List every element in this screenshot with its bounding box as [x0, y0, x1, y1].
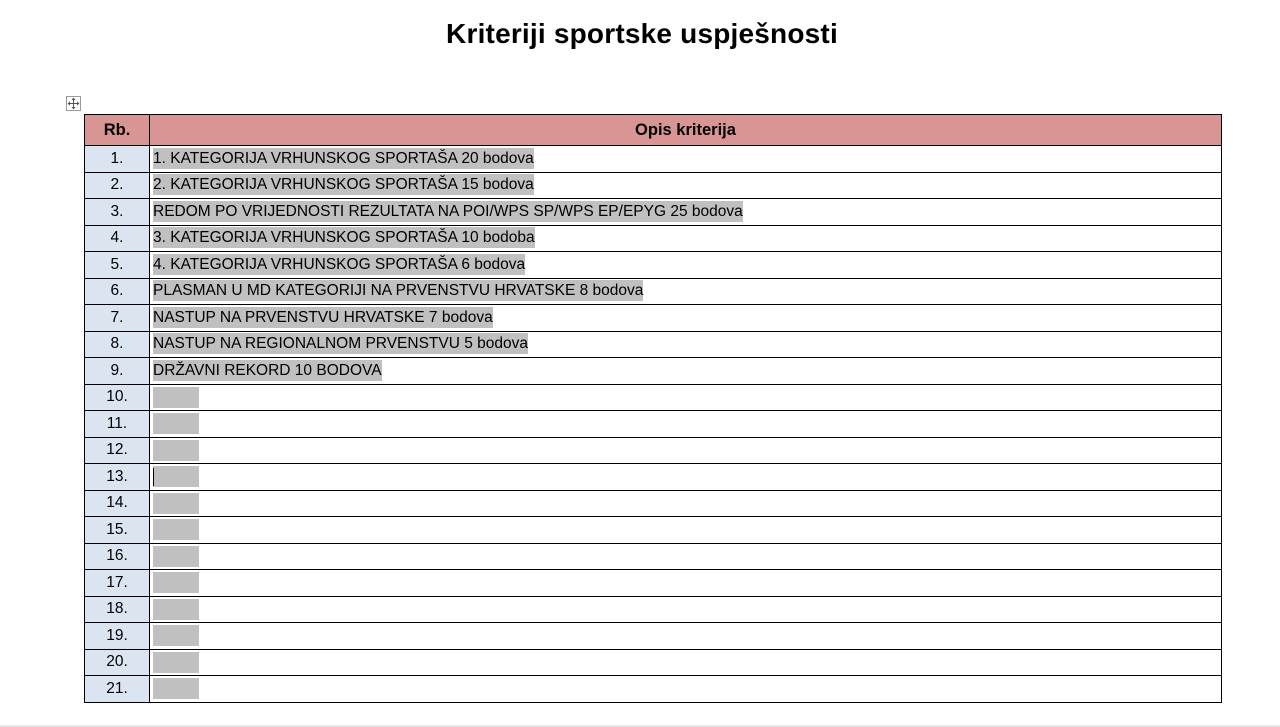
criterion-cell[interactable] — [150, 596, 1222, 623]
table-move-handle[interactable] — [66, 96, 81, 111]
row-number: 8. — [85, 331, 150, 358]
criterion-cell[interactable] — [150, 437, 1222, 464]
criterion-cell[interactable] — [150, 411, 1222, 438]
table-row — [85, 517, 1222, 544]
criterion-cell[interactable] — [150, 331, 1222, 358]
move-arrows-icon — [67, 97, 80, 110]
page-title: Kriteriji sportske uspješnosti — [446, 18, 838, 49]
criterion-text[interactable]: 3. KATEGORIJA VRHUNSKOG SPORTAŠA 10 bodoba — [153, 229, 535, 247]
row-number: 7. — [85, 305, 150, 332]
row-number: 21. — [85, 676, 150, 703]
criterion-text[interactable]: 4. KATEGORIJA VRHUNSKOG SPORTAŠA 6 bodova — [153, 255, 526, 273]
criterion-text[interactable]: 1. KATEGORIJA VRHUNSKOG SPORTAŠA 20 bodova — [153, 149, 534, 167]
empty-form-field[interactable] — [153, 387, 199, 408]
row-number: 17. — [85, 570, 150, 597]
criterion-text[interactable]: NASTUP NA REGIONALNOM PRVENSTVU 5 bodova — [153, 335, 528, 353]
table-row — [85, 676, 1222, 703]
row-number: 13. — [85, 464, 150, 491]
empty-form-field[interactable] — [153, 678, 199, 699]
table-row — [85, 172, 1222, 199]
criterion-text[interactable]: PLASMAN U MD KATEGORIJI NA PRVENSTVU HRVATSKE 8 bodova — [153, 282, 644, 300]
row-number: 3. — [85, 199, 150, 226]
table-row — [85, 331, 1222, 358]
row-number: 20. — [85, 649, 150, 676]
table-row — [85, 490, 1222, 517]
row-number: 16. — [85, 543, 150, 570]
row-number: 4. — [85, 225, 150, 252]
criterion-cell[interactable] — [150, 199, 1222, 226]
table-row — [85, 543, 1222, 570]
table-row — [85, 358, 1222, 385]
criterion-cell[interactable] — [150, 676, 1222, 703]
row-number: 19. — [85, 623, 150, 650]
table-row — [85, 252, 1222, 279]
table-row — [85, 384, 1222, 411]
empty-form-field[interactable] — [153, 546, 199, 567]
table-row — [85, 411, 1222, 438]
criterion-text[interactable]: DRŽAVNI REKORD 10 BODOVA — [153, 361, 382, 379]
table-row — [85, 305, 1222, 332]
row-number: 9. — [85, 358, 150, 385]
table-row — [85, 596, 1222, 623]
table-row — [85, 464, 1222, 491]
criterion-cell[interactable] — [150, 172, 1222, 199]
table-row — [85, 570, 1222, 597]
row-number: 11. — [85, 411, 150, 438]
row-number: 12. — [85, 437, 150, 464]
table-row — [85, 278, 1222, 305]
empty-form-field[interactable] — [153, 440, 199, 461]
criterion-cell[interactable] — [150, 384, 1222, 411]
row-number: 5. — [85, 252, 150, 279]
criterion-cell[interactable] — [150, 543, 1222, 570]
row-number: 15. — [85, 517, 150, 544]
criterion-cell[interactable] — [150, 252, 1222, 279]
criterion-cell[interactable] — [150, 623, 1222, 650]
empty-form-field[interactable] — [153, 625, 199, 646]
table-row — [85, 649, 1222, 676]
table-row — [85, 437, 1222, 464]
empty-form-field[interactable] — [153, 572, 199, 593]
table-header-row — [85, 115, 1222, 146]
row-number: 18. — [85, 596, 150, 623]
row-number: 10. — [85, 384, 150, 411]
table-row — [85, 225, 1222, 252]
criterion-text[interactable]: 2. KATEGORIJA VRHUNSKOG SPORTAŠA 15 bodova — [153, 176, 534, 194]
empty-form-field[interactable] — [153, 519, 199, 540]
criterion-cell[interactable] — [150, 490, 1222, 517]
empty-form-field[interactable] — [153, 466, 199, 487]
row-number: 6. — [85, 278, 150, 305]
criterion-cell[interactable] — [150, 225, 1222, 252]
table-row — [85, 199, 1222, 226]
row-number: 2. — [85, 172, 150, 199]
criterion-cell[interactable] — [150, 464, 1222, 491]
header-opis: Opis kriterija — [150, 115, 1222, 146]
empty-form-field[interactable] — [153, 599, 199, 620]
header-rb: Rb. — [85, 115, 150, 146]
empty-form-field[interactable] — [153, 652, 199, 673]
criterion-cell[interactable] — [150, 358, 1222, 385]
table-row — [85, 623, 1222, 650]
table-row — [85, 146, 1222, 173]
criterion-text[interactable]: REDOM PO VRIJEDNOSTI REZULTATA NA POI/WPS SP/WPS EP/EPYG 25 bodova — [153, 202, 743, 220]
row-number: 1. — [85, 146, 150, 173]
criterion-text[interactable]: NASTUP NA PRVENSTVU HRVATSKE 7 bodova — [153, 308, 493, 326]
criterion-cell[interactable] — [150, 649, 1222, 676]
criterion-cell[interactable] — [150, 517, 1222, 544]
empty-form-field[interactable] — [153, 493, 199, 514]
criteria-table — [84, 114, 1222, 703]
criterion-cell[interactable] — [150, 570, 1222, 597]
criterion-cell[interactable] — [150, 278, 1222, 305]
text-cursor — [153, 468, 154, 486]
criterion-cell[interactable] — [150, 146, 1222, 173]
row-number: 14. — [85, 490, 150, 517]
criterion-cell[interactable] — [150, 305, 1222, 332]
empty-form-field[interactable] — [153, 413, 199, 434]
